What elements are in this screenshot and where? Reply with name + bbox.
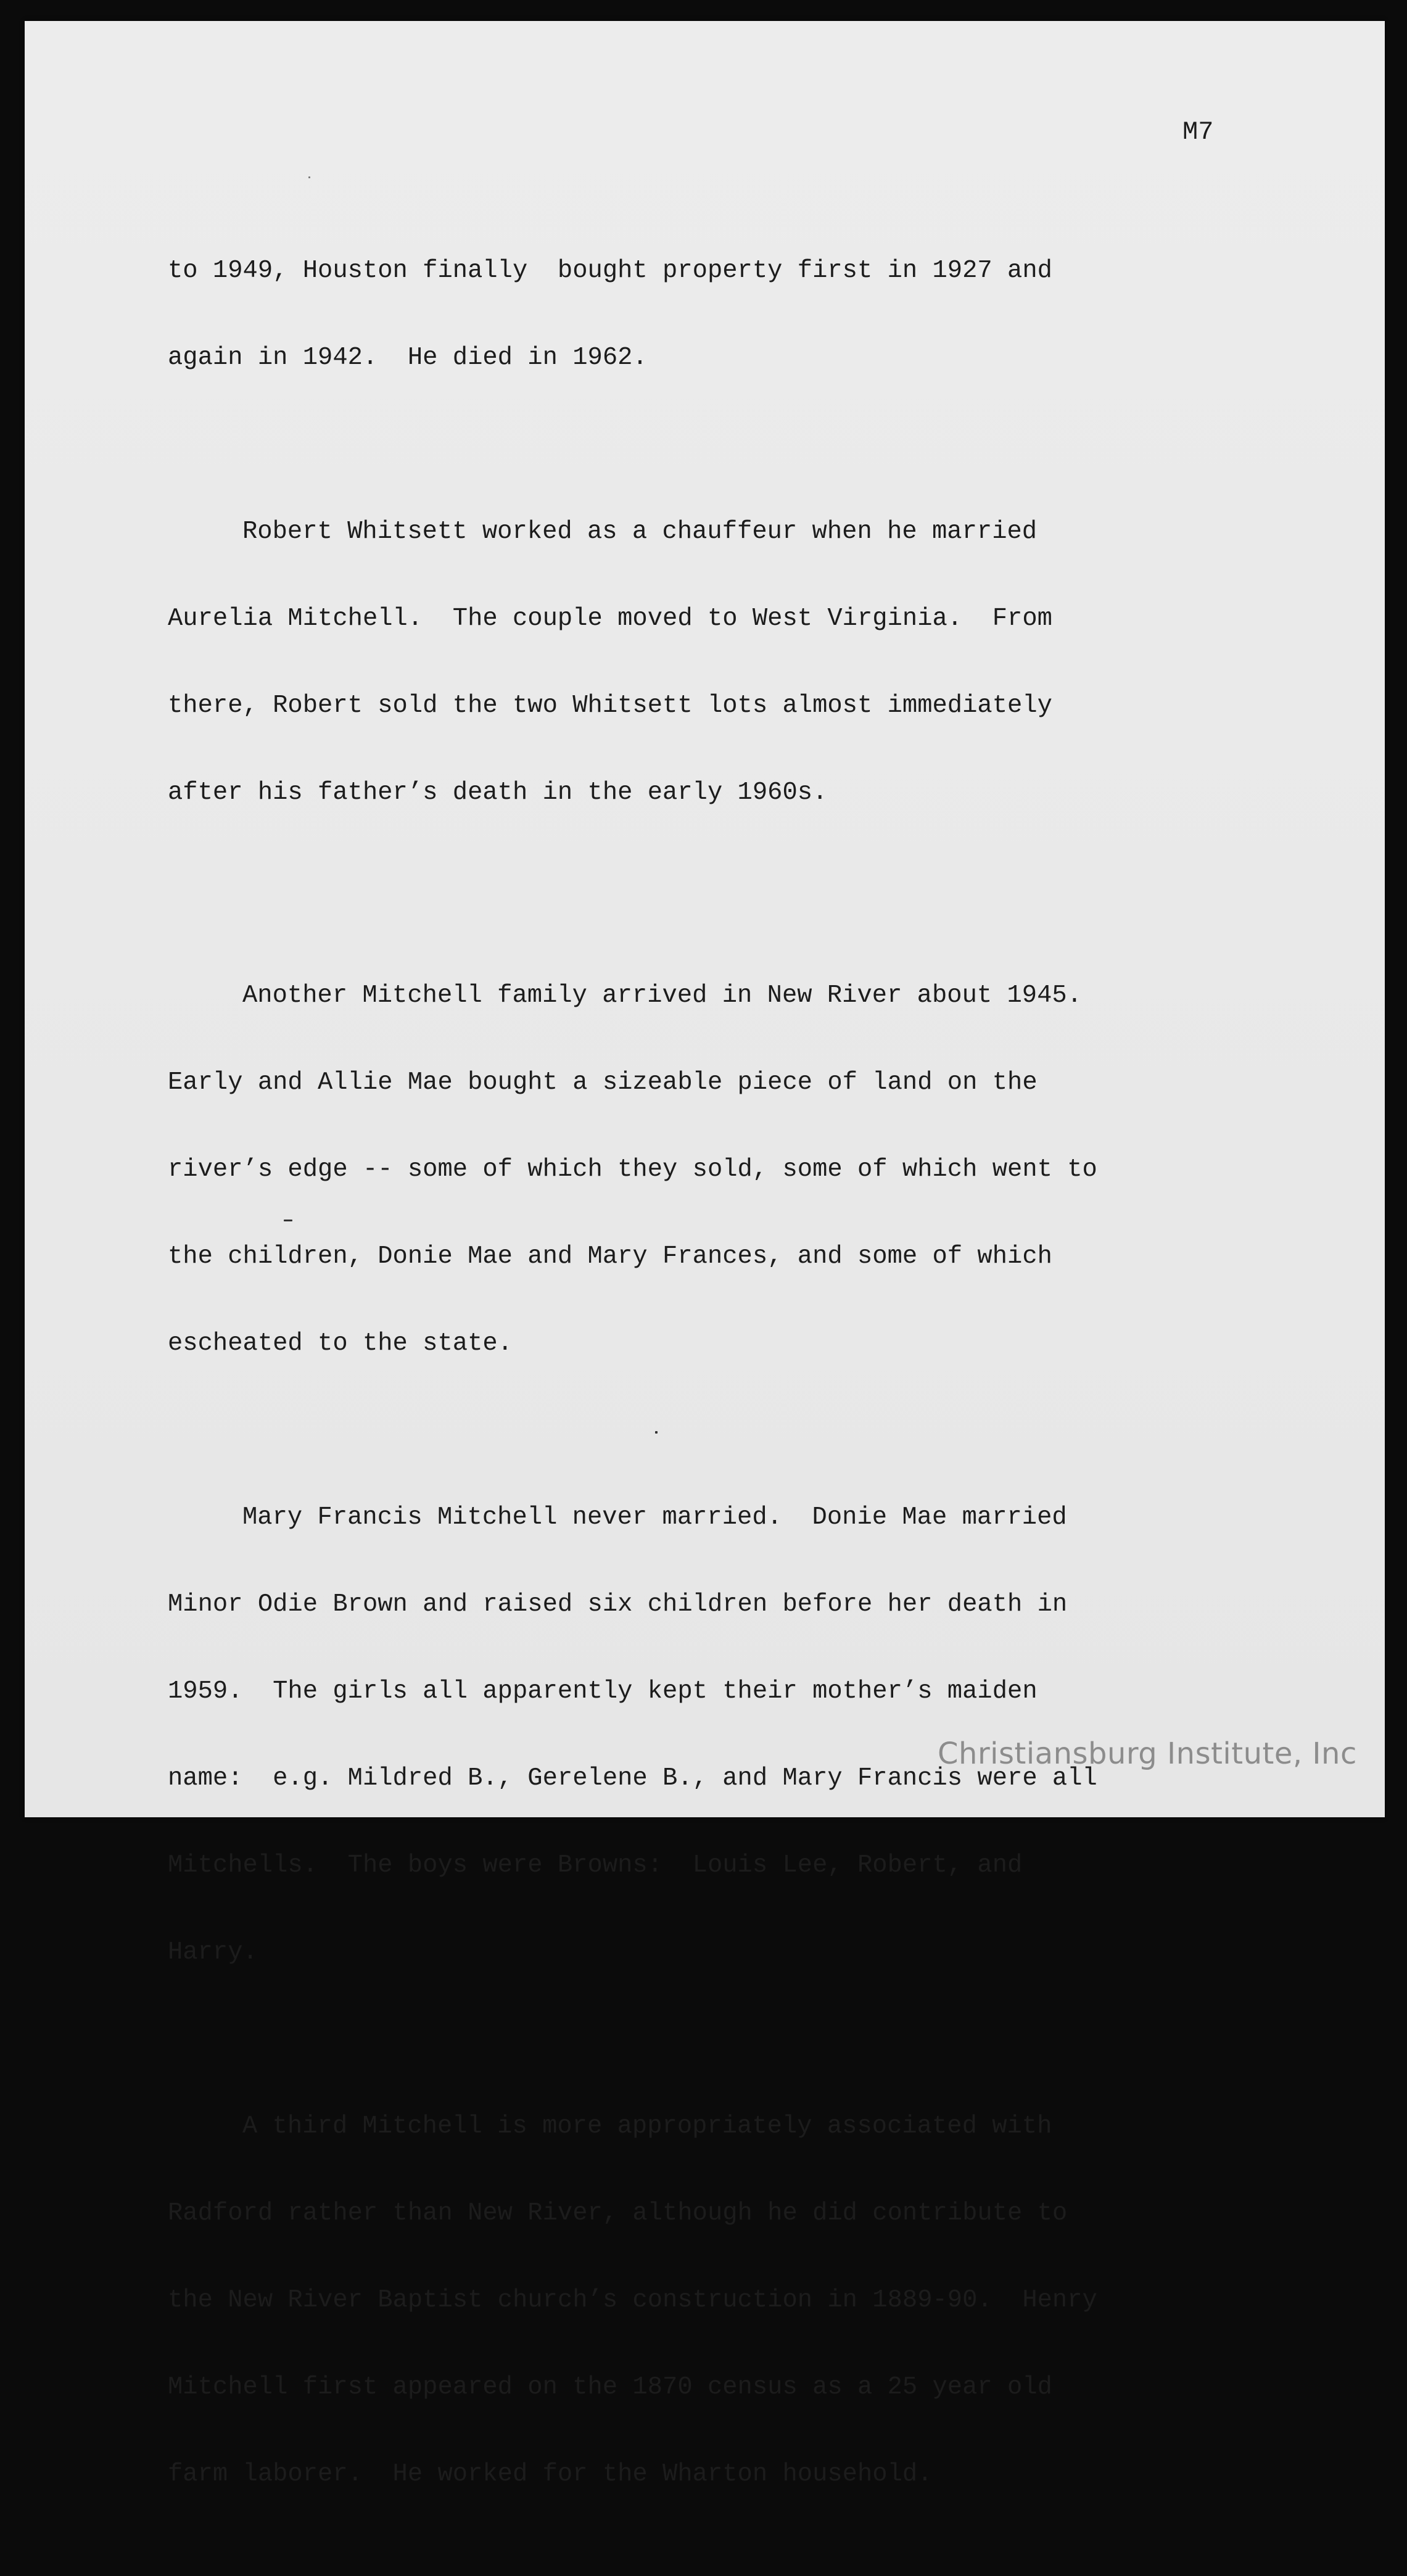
text-line: A third Mitchell is more appropriately associated with <box>242 2112 1052 2140</box>
paragraph-2 <box>168 460 1229 865</box>
text-line: Mitchell first appeared on the 1870 census as a 25 year old <box>168 2373 1052 2401</box>
text-line: Harry. <box>168 1938 258 1967</box>
paragraph-4 <box>168 1445 1229 2025</box>
text-line: farm laborer. He worked for the Wharton household. <box>168 2460 933 2488</box>
paragraph-5 <box>168 2054 1229 2547</box>
text-line: name: e.g. Mildred B., Gerelene B., and Mary Francis were all <box>168 1764 1097 1793</box>
text-line: after his father’s death in the early 1960s. <box>168 778 828 807</box>
text-line: escheated to the state. <box>168 1329 513 1358</box>
text-line: 1959. The girls all apparently kept their mother’s maiden <box>168 1677 1038 1706</box>
text-line: Aurelia Mitchell. The couple moved to West Virginia. From <box>168 605 1052 633</box>
text-line: the children, Donie Mae and Mary Frances, and some of which <box>168 1242 1052 1271</box>
text-line: Another Mitchell family arrived in New River about 1945. <box>242 981 1083 1010</box>
text-line: river’s edge -- some of which they sold, some of which went to <box>168 1155 1097 1184</box>
paragraph-1 <box>168 199 1229 431</box>
text-line: Early and Allie Mae bought a sizeable piece of land on the <box>168 1068 1038 1097</box>
text-line: there, Robert sold the two Whitsett lots almost immediately <box>168 691 1052 720</box>
text-line: Mitchells. The boys were Browns: Louis Lee, Robert, and <box>168 1851 1023 1880</box>
text-line: the New River Baptist church’s construction in 1889-90. Henry <box>168 2286 1097 2314</box>
text-line: to 1949, Houston finally bought property first in 1927 and <box>168 257 1052 285</box>
paper-speck <box>284 1220 292 1221</box>
text-line: Robert Whitsett worked as a chauffeur when he married <box>242 518 1038 546</box>
watermark: Christiansburg Institute, Inc <box>938 1736 1357 1771</box>
paper-speck <box>655 1431 658 1434</box>
text-line: Minor Odie Brown and raised six children before her death in <box>168 1590 1068 1619</box>
text-line: Mary Francis Mitchell never married. Donie Mae married <box>242 1503 1067 1532</box>
page-number: M7 <box>1182 117 1214 147</box>
paper-speck <box>308 176 310 178</box>
text-line: again in 1942. He died in 1962. <box>168 344 648 372</box>
text-line: Radford rather than New River, although he did contribute to <box>168 2199 1068 2227</box>
paragraph-3 <box>168 923 1229 1416</box>
document-body <box>168 199 1229 2576</box>
